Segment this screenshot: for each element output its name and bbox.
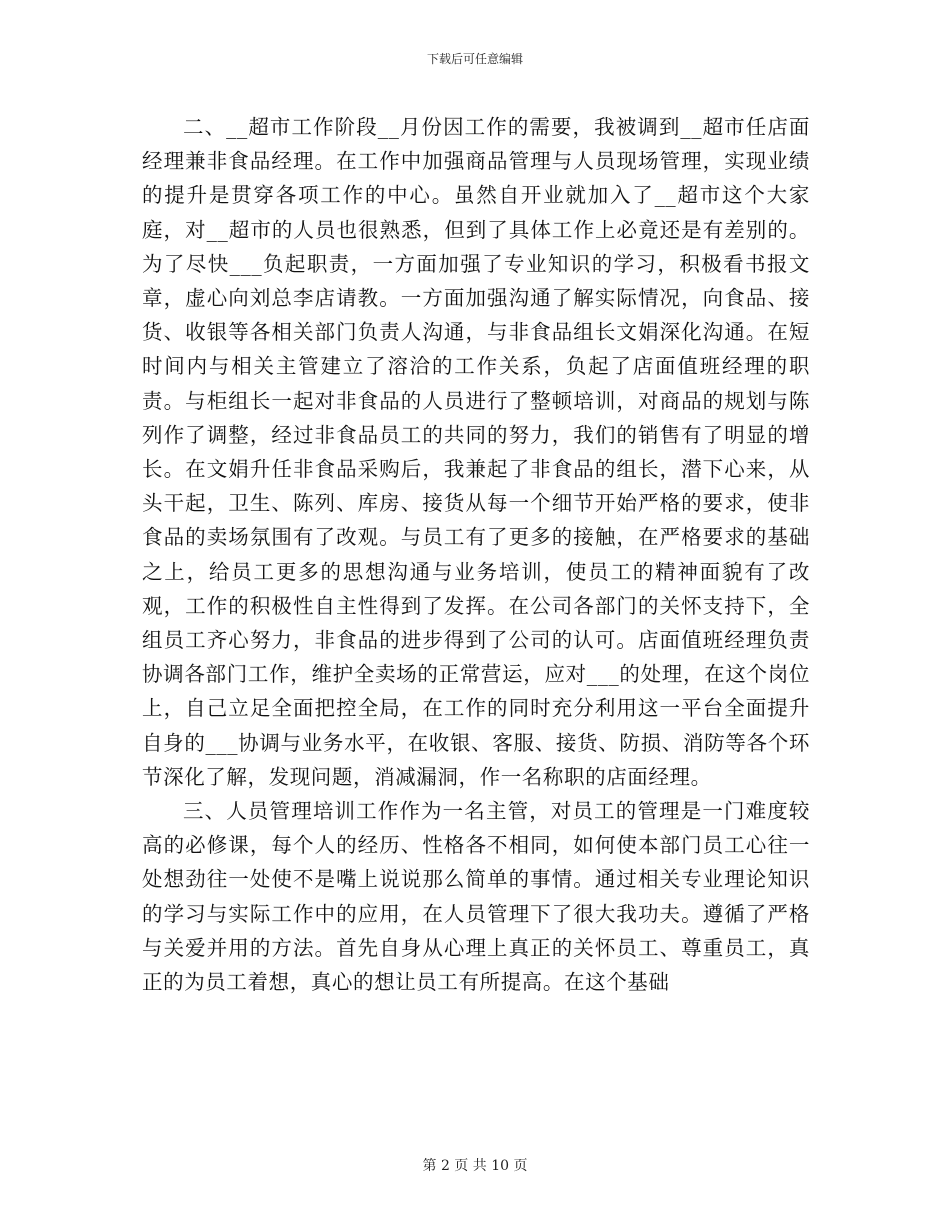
paragraph-section-3: 三、人员管理培训工作作为一名主管，对员工的管理是一门难度较高的必修课，每个人的经历、性格各不相同，如何使本部门员工心往一处想劲往一处使不是嘴上说说那么简单的事情。通过相关专业理论知识的学习与实际工作中的应用，在人员管理下了很大我功夫。遵循了严格与关爱并用的方法。首先自身从心理上真正的关怀员工、尊重员工，真正的为员工着想，真心的想让员工有所提高。在这个基础 [142,799,810,995]
paragraph-section-2: 二、__超市工作阶段__月份因工作的需要，我被调到__超市任店面经理兼非食品经理。在工作中加强商品管理与人员现场管理，实现业绩的提升是贯穿各项工作的中心。虽然自开业就加入了__超市这个大家庭，对__超市的人员也很熟悉，但到了具体工作上必竟还是有差别的。为了尽快___负起职责，一方面加强了专业知识的学习，积极看书报文章，虚心向刘总李店请教。一方面加强沟通了解实际情况，向食品、接货、收银等各相关部门负责人沟通，与非食品组长文娟深化沟通。在短时间内与相关主管建立了溶洽的工作关系，负起了店面值班经理的职责。与柜组长一起对非食品的人员进行了整顿培训，对商品的规划与陈列作了调整，经过非食品员工的共同的努力，我们的销售有了明显的增长。在文娟升任非食品采购后，我兼起了非食品的组长，潜下心来，从头干起，卫生、陈列、库房、接货从每一个细节开始严格的要求，使非食品的卖场氛围有了改观。与员工有了更多的接触，在严格要求的基础之上，给员工更多的思想沟通与业务培训，使员工的精神面貌有了改观，工作的积极性自主性得到了发挥。在公司各部门的关怀支持下，全组员工齐心努力，非食品的进步得到了公司的认可。店面值班经理负责协调各部门工作，维护全卖场的正常营运，应对___的处理，在这个岗位上，自己立足全面把控全局，在工作的同时充分利用这一平台全面提升自身的___协调与业务水平，在收银、客服、接货、防损、消防等各个环节深化了解，发现问题，消减漏洞，作一名称职的店面经理。 [142,115,810,789]
page-footer: 第 2 页 共 10 页 [422,1158,528,1174]
page-header: 下载后可任意编辑 [426,52,523,66]
document-body [142,110,810,999]
